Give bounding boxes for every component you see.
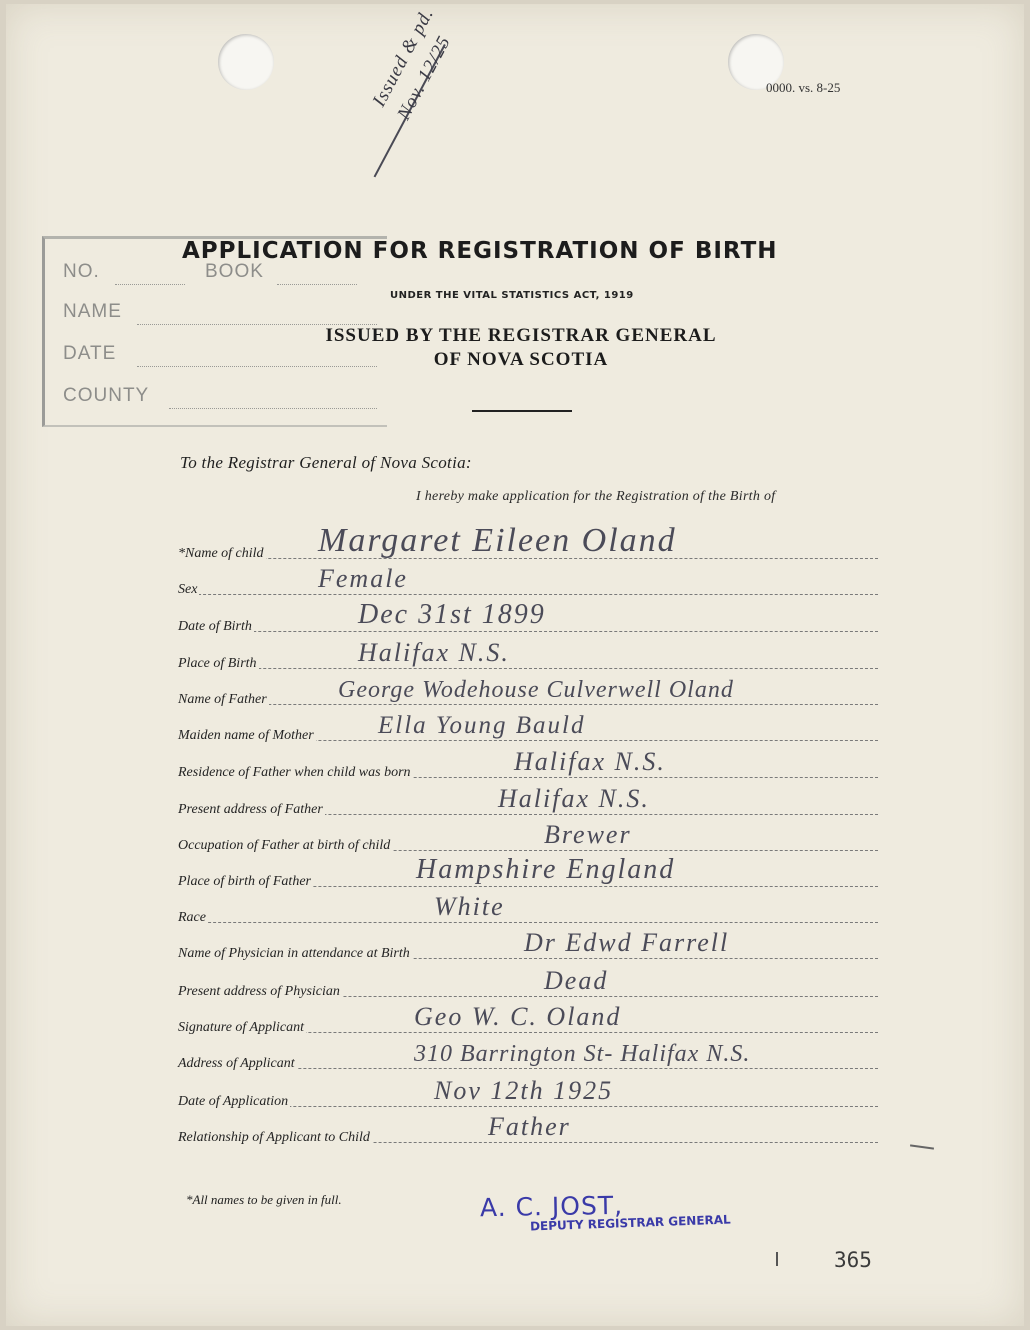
field-value: Hampshire England (416, 854, 676, 885)
form-title: APPLICATION FOR REGISTRATION OF BIRTH (182, 238, 778, 264)
field-label: Sex (178, 582, 198, 597)
document-number: 365 (834, 1248, 872, 1272)
field-occupation-of-father (178, 820, 878, 854)
stamp-no: NO. (63, 261, 100, 282)
stamp-no-dots (115, 283, 185, 285)
field-name-of-physician (178, 928, 878, 962)
field-signature-of-applicant (178, 1002, 878, 1036)
field-line (178, 668, 878, 669)
field-label: Name of Father (178, 692, 267, 707)
stamp-name: NAME (63, 301, 122, 322)
field-label: Date of Birth (178, 619, 252, 634)
stamp-book-dots (277, 283, 357, 285)
field-label: Residence of Father when child was born (178, 765, 411, 780)
issued-by-line2: OF NOVA SCOTIA (433, 349, 609, 370)
application-statement: I hereby make application for the Registration of the Birth of (416, 489, 776, 504)
field-sex (178, 564, 878, 598)
field-label: Address of Applicant (178, 1056, 295, 1071)
field-name-of-child (178, 522, 878, 562)
issued-by-line1: ISSUED BY THE REGISTRAR GENERAL (325, 325, 717, 346)
field-value: Female (318, 564, 408, 593)
registrar-stamp-name: A. C. JOST, (479, 1190, 624, 1223)
field-value: Dead (544, 966, 609, 995)
field-label: Place of birth of Father (178, 874, 311, 889)
field-present-address-of-physician (178, 966, 878, 1000)
field-value: Margaret Eileen Oland (318, 522, 677, 559)
stray-pen-mark (910, 1144, 934, 1149)
field-value: 310 Barrington St- Halifax N.S. (414, 1041, 751, 1067)
field-value: Dec 31st 1899 (358, 599, 546, 630)
stamp-book: BOOK (205, 261, 264, 282)
field-line (178, 704, 878, 705)
field-line (178, 922, 878, 923)
title-divider (472, 410, 572, 412)
field-label: Maiden name of Mother (178, 728, 314, 743)
field-residence-of-father (178, 747, 878, 781)
field-relationship-of-applicant (178, 1112, 878, 1146)
field-date-of-application (178, 1076, 878, 1110)
margin-tick (776, 1252, 778, 1266)
field-label: Name of Physician in attendance at Birth (178, 946, 410, 961)
field-name-of-father (178, 677, 878, 708)
form-subtitle: UNDER THE VITAL STATISTICS ACT, 1919 (390, 290, 634, 301)
field-value: Dr Edwd Farrell (524, 928, 730, 957)
form-code: 0000. vs. 8-25 (766, 80, 841, 95)
field-label: Present address of Father (178, 802, 323, 817)
field-address-of-applicant (178, 1041, 878, 1072)
footnote: *All names to be given in full. (186, 1192, 342, 1207)
field-line (178, 631, 878, 632)
stamp-date: DATE (63, 343, 117, 364)
punch-hole-left (218, 34, 274, 90)
stamp-county-dots (169, 407, 377, 409)
field-label: Place of Birth (178, 656, 257, 671)
field-value: Geo W. C. Oland (414, 1002, 622, 1031)
field-label: Occupation of Father at birth of child (178, 838, 391, 853)
field-maiden-name-of-mother (178, 712, 878, 744)
field-race (178, 892, 878, 926)
field-date-of-birth (178, 599, 878, 635)
field-label: Present address of Physician (178, 984, 340, 999)
salutation: To the Registrar General of Nova Scotia: (180, 453, 472, 472)
birth-registration-form (6, 4, 1024, 1326)
field-value: Halifax N.S. (498, 784, 650, 813)
field-value: George Wodehouse Culverwell Oland (338, 677, 734, 703)
field-present-address-of-father (178, 784, 878, 818)
issued-by (286, 324, 756, 372)
field-label: Relationship of Applicant to Child (178, 1130, 370, 1145)
issued-note: Issued & pd. Nov. 12/25 (368, 4, 456, 124)
field-value: Father (488, 1112, 571, 1141)
field-line (178, 594, 878, 595)
field-label: *Name of child (178, 546, 264, 561)
field-value: Ella Young Bauld (378, 712, 586, 739)
registrar-stamp-title: DEPUTY REGISTRAR GENERAL (529, 1212, 731, 1234)
field-label: Date of Application (178, 1094, 289, 1109)
field-label: Signature of Applicant (178, 1020, 304, 1035)
field-value: Brewer (544, 820, 632, 849)
field-place-of-birth (178, 638, 878, 672)
field-value: White (434, 892, 505, 921)
field-value: Halifax N.S. (514, 747, 666, 776)
stamp-county: COUNTY (63, 385, 150, 406)
field-value: Halifax N.S. (358, 638, 510, 667)
field-place-of-birth-of-father (178, 854, 878, 890)
field-label: Race (178, 910, 206, 925)
field-value: Nov 12th 1925 (434, 1076, 614, 1105)
